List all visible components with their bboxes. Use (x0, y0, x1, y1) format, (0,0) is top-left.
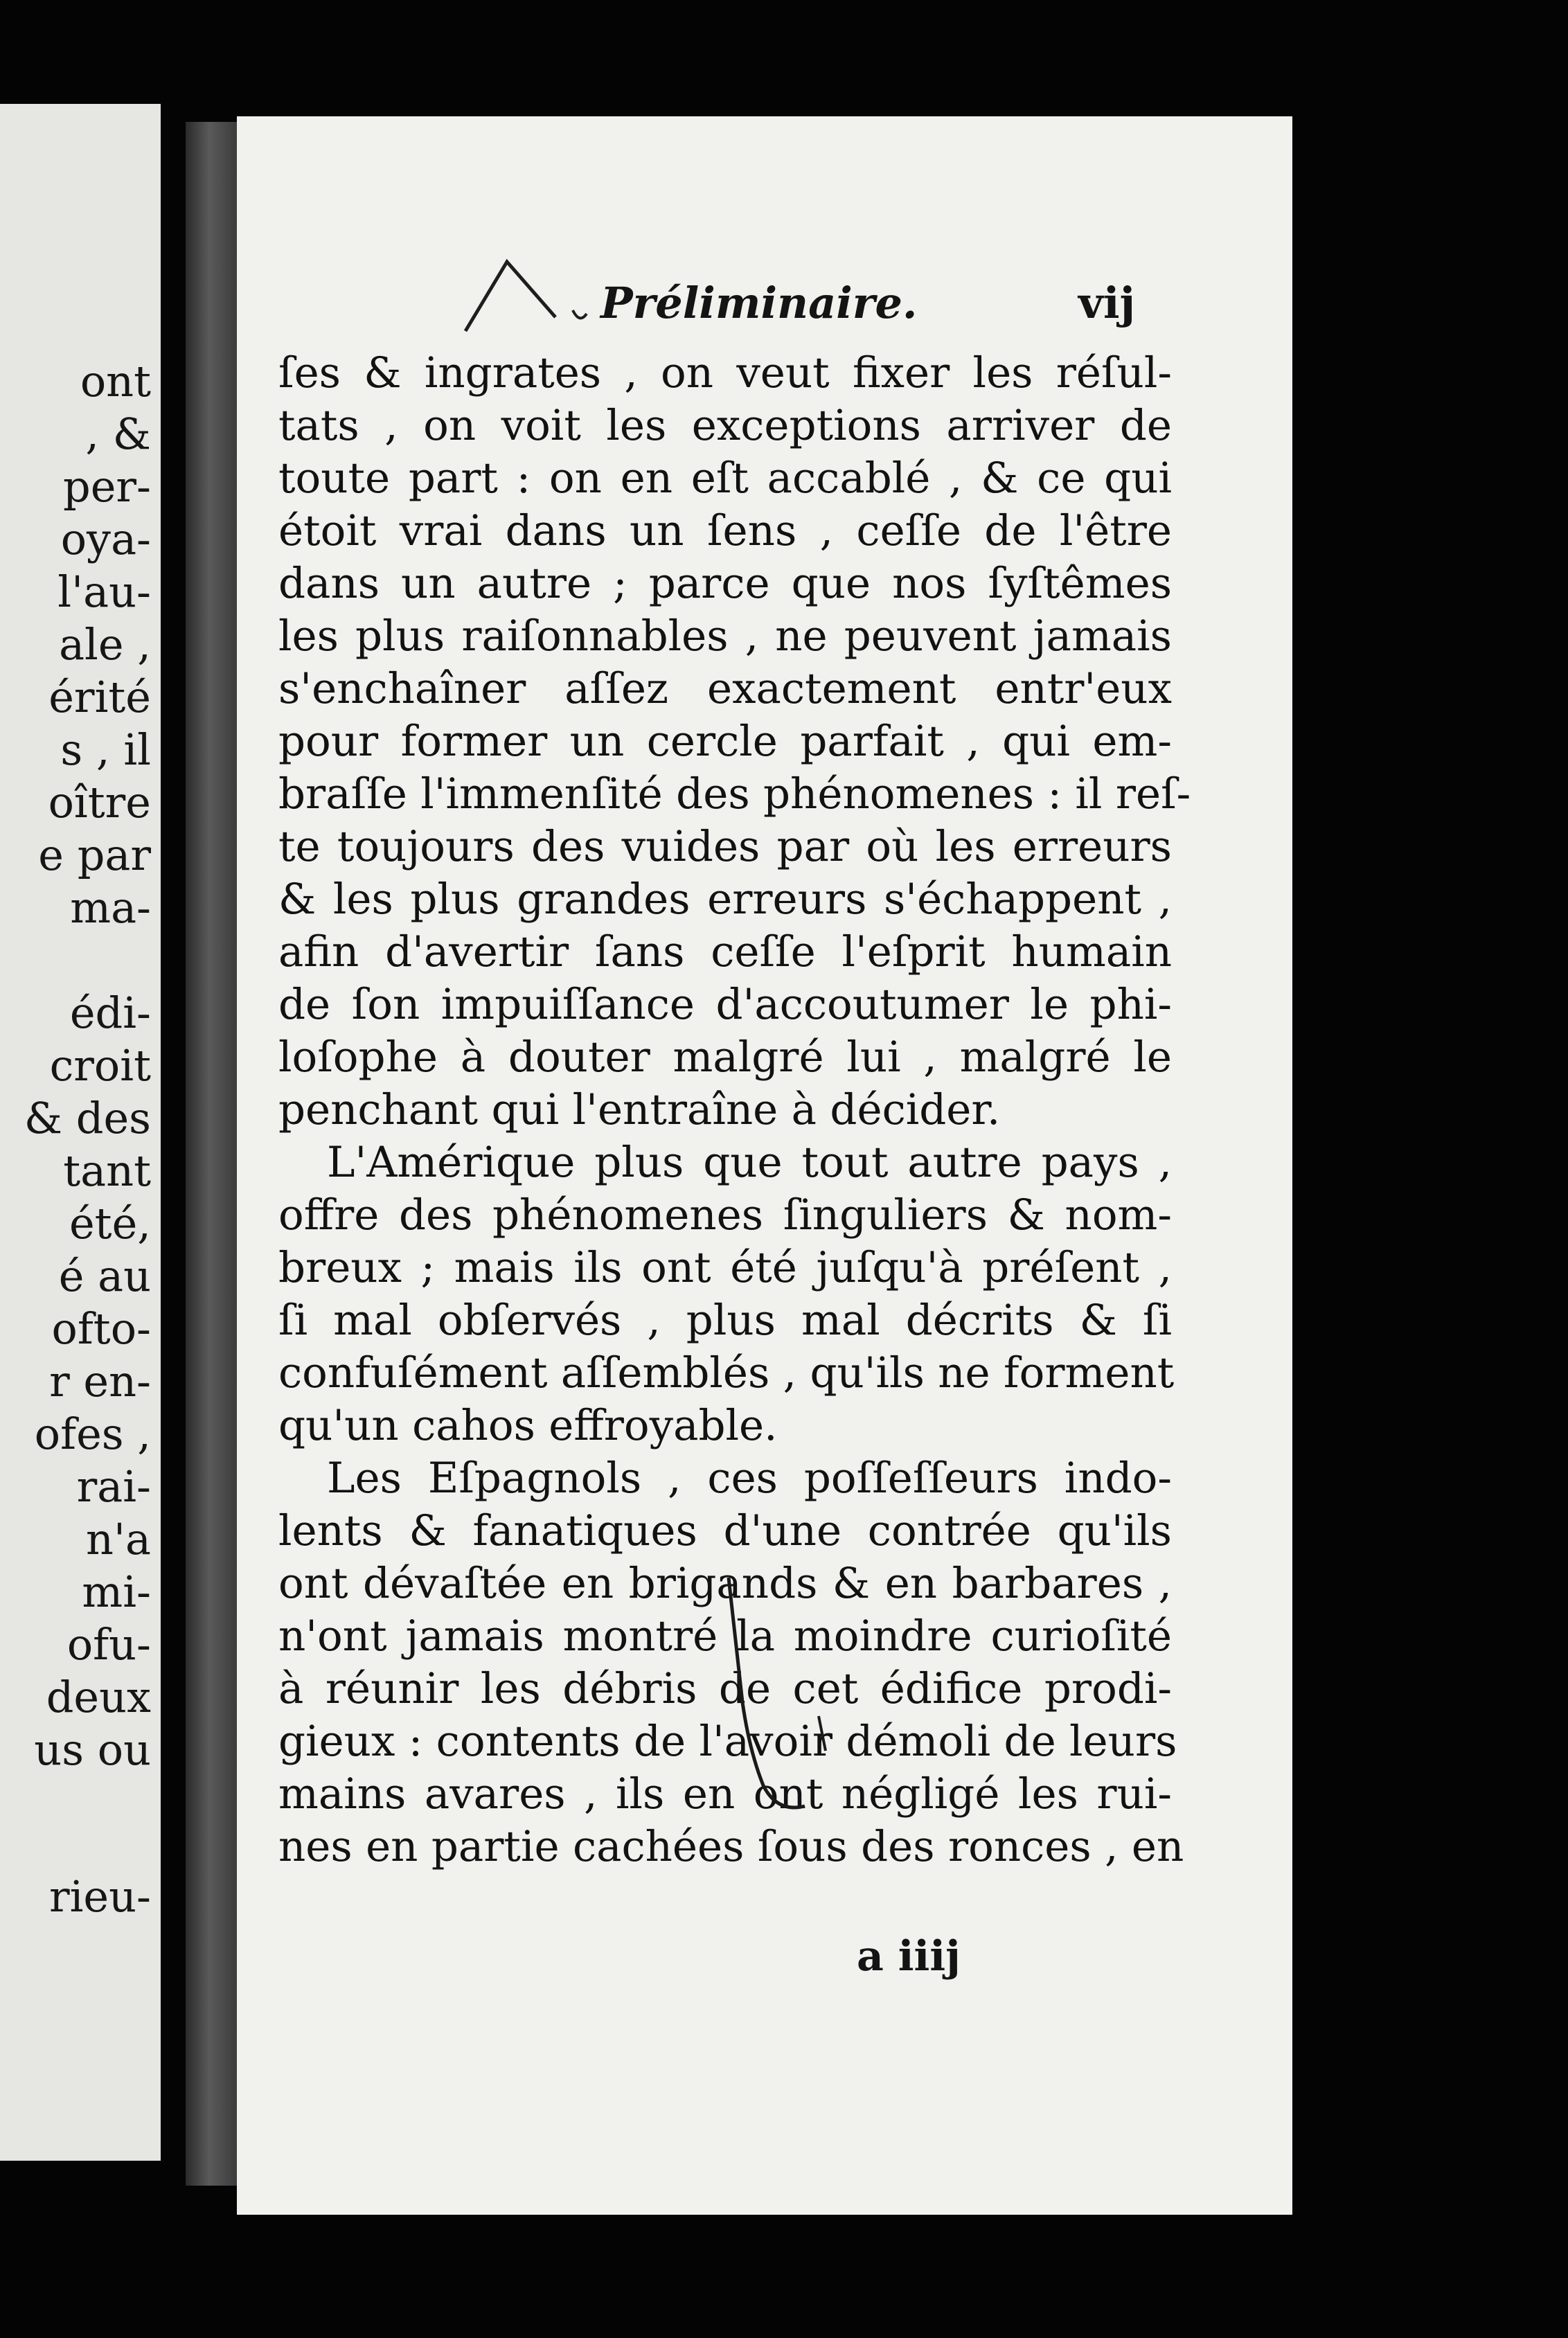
left-page-fragment: é au (58, 1251, 151, 1301)
text-line: Les Eſpagnols , ces poſſeſſeurs indo- (327, 1454, 1172, 1503)
text-line: de ſon impuiſſance d'accoutumer le phi- (278, 980, 1172, 1029)
text-line: & les plus grandes erreurs s'échappent , (278, 875, 1172, 924)
text-line: n'ont jamais montré la moindre curioſité (278, 1612, 1172, 1661)
left-page-fragment: l'au- (57, 566, 151, 617)
text-line: mains avares , ils en ont négligé les rui- (278, 1769, 1172, 1819)
left-page-fragment: us ou (34, 1724, 151, 1775)
left-page-fragment: ofu- (66, 1619, 151, 1670)
text-line: nes en partie cachées ſous des ronces , en (278, 1822, 1184, 1871)
left-page-fragment: croit (49, 1040, 151, 1091)
left-page-fragment: deux (46, 1672, 151, 1722)
text-line: L'Amérique plus que tout autre pays , (327, 1138, 1172, 1187)
left-page-fragment: oya- (60, 514, 151, 564)
catchword: a iiij (857, 1932, 961, 1981)
pencil-bracket-mark (715, 1578, 881, 1841)
text-line: tats , on voit les exceptions arriver de (278, 401, 1172, 450)
text-line: qu'un cahos effroyable. (278, 1401, 778, 1450)
left-page-fragment: s , il (60, 724, 151, 775)
left-page-fragment: mi- (82, 1567, 151, 1617)
text-line: étoit vrai dans un ſens , ceſſe de l'être (278, 506, 1172, 555)
left-page-edge (0, 104, 161, 2161)
left-page-fragment: e par (38, 830, 151, 880)
text-line: toute part : on en eſt accablé , & ce qui (278, 454, 1172, 503)
pencil-caret-mark (458, 248, 832, 463)
text-line: braſſe l'immenſité des phénomenes : il reſ- (278, 769, 1191, 819)
text-line: gieux : contents de l'avoir démoli de leurs (278, 1717, 1177, 1766)
text-line: afin d'avertir ſans ceſſe l'eſprit humain (278, 927, 1172, 976)
running-title: Préliminaire. (600, 278, 918, 328)
left-page-fragment: rai- (76, 1461, 151, 1512)
text-line: lents & fanatiques d'une contrée qu'ils (278, 1506, 1172, 1555)
text-line: ont dévaſtée en brigands & en barbares , (278, 1559, 1172, 1608)
text-line: pour former un cercle parfait , qui em- (278, 717, 1172, 766)
left-page-fragment: tant (63, 1145, 151, 1196)
left-page-fragment: rieu- (48, 1871, 151, 1922)
left-page-fragment: per- (63, 461, 151, 512)
left-page-fragment: , & (85, 409, 151, 459)
text-line: confuſément aſſemblés , qu'ils ne forment (278, 1348, 1175, 1398)
text-line: offre des phénomenes ſinguliers & nom- (278, 1190, 1172, 1240)
left-page-fragment: oître (48, 777, 151, 828)
right-page (237, 116, 1292, 2215)
text-line: dans un autre ; parce que nos ſyſtêmes (278, 559, 1172, 608)
text-line: ſes & ingrates , on veut fixer les réſul- (278, 348, 1172, 398)
left-page-fragment: ofes , (34, 1409, 151, 1459)
left-page-fragment: ma- (70, 882, 151, 933)
left-page-fragment: érité (48, 672, 151, 722)
left-page-fragment: édi- (69, 988, 151, 1038)
text-line: à réunir les débris de cet édifice prodi- (278, 1664, 1172, 1713)
text-line: loſophe à douter malgré lui , malgré le (278, 1033, 1172, 1082)
binding-gutter (186, 122, 238, 2186)
text-line: ſi mal obſervés , plus mal décrits & ſi (278, 1296, 1172, 1345)
left-page-fragment: r en- (49, 1356, 151, 1407)
text-line: les plus raiſonnables , ne peuvent jamais (278, 612, 1172, 661)
page-number: vij (1078, 278, 1136, 328)
text-line: penchant qui l'entraîne à décider. (278, 1085, 1001, 1134)
left-page-fragment: & des (24, 1093, 151, 1143)
left-page-fragment: n'a (86, 1514, 151, 1564)
left-page-fragment: ofto- (51, 1303, 151, 1354)
left-page-fragment: ale , (59, 619, 151, 670)
left-page-fragment: ont (80, 356, 151, 407)
text-line: s'enchaîner aſſez exactement entr'eux (278, 664, 1172, 713)
text-line: breux ; mais ils ont été juſqu'à préſent , (278, 1243, 1172, 1292)
left-page-fragment: été, (69, 1198, 151, 1249)
text-line: te toujours des vuides par où les erreurs (278, 822, 1172, 871)
